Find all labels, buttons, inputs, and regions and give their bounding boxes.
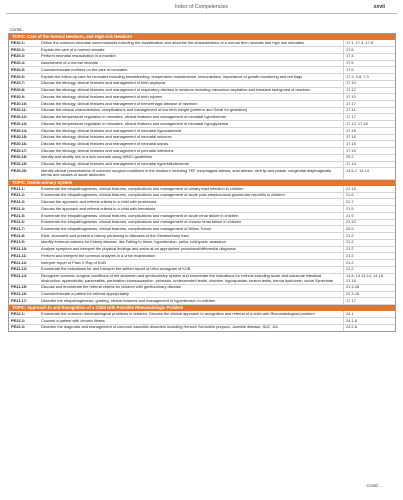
competency-code: PE20.6: — [11, 73, 26, 79]
competency-code: PE20.17: — [11, 147, 28, 153]
competency-table — [8, 33, 396, 332]
competency-text: Identify and stratify risk in a sick neonate using IMNCI guidelines — [41, 154, 153, 160]
competency-text: Counsel/educate a patient for referral appropriately — [41, 291, 129, 297]
competency-code: PE20.20: — [11, 167, 28, 173]
competency-code: PE21.13: — [11, 266, 28, 272]
competency-code: PE21.12: — [11, 259, 28, 265]
competency-ref: 17.5 — [343, 61, 395, 67]
competency-ref: 21.2 — [343, 233, 395, 239]
competency-code: PE20.3: — [11, 53, 26, 59]
competency-code: PE21.16: — [11, 291, 28, 297]
competency-ref: 20.5 — [343, 226, 395, 232]
competency-code: PE20.5: — [11, 66, 26, 72]
competency-text: Enumerate the etiopathogenesis, clinical features, complications and management of acute renal failure in children — [41, 212, 239, 218]
competency-text: Discuss and enumerate the referral criteria for children with genitourinary disorder — [41, 284, 182, 290]
competency-ref: 17.6 — [343, 67, 395, 73]
competency-text: Discuss the etiology, clinical features and management of hemorrhagic disease of newborn — [41, 100, 198, 106]
table-row — [9, 298, 395, 305]
competency-text: Describe the diagnosis and management of common vasculitic disorders including Henoch Schonlein purpura, Juvenile disease, SLE, JIA — [41, 324, 278, 330]
competency-code: PE20.2: — [11, 46, 26, 52]
competency-code: PE21.6: — [11, 219, 26, 225]
competency-ref: 17.12, 17.18 — [343, 121, 395, 127]
competency-ref: 17.16 — [343, 135, 395, 141]
competency-ref: 21.5 — [343, 206, 395, 212]
competency-ref: 21.2 — [343, 253, 395, 259]
competency-text: Recognize common surgical conditions of the abdomen and genitourinary system and enumerate the indications for referral including acute and subacute intestinal obstruction, appendicitis, pancreatitis, perforation intussusception, phimosis, undescended testis, chordee, hypospadias, torsion testis, hernia hydrocele, vulval Synechiae — [41, 273, 334, 283]
competency-code: PE21.15: — [11, 284, 28, 290]
competency-code: PE20.11: — [11, 107, 28, 113]
competency-code: PE21.1: — [11, 185, 26, 191]
competency-ref: 17.17 — [343, 298, 395, 304]
competency-code: PE21.4: — [11, 205, 26, 211]
competency-code: PE20.7: — [11, 80, 26, 86]
competency-code: PE20.1: — [11, 39, 26, 45]
table-row — [9, 121, 395, 128]
competency-ref: 21.3-18 — [343, 285, 395, 291]
competency-text: Interpret report of Plain X Ray of KUB — [41, 259, 106, 265]
competency-code: PE20.14: — [11, 127, 28, 133]
competency-text: Define the common neonatal nomenclatures including the classification and describe the characteristics of a normal term neonate and high risk neonates — [41, 39, 304, 45]
competency-code: PE20.12: — [11, 114, 28, 120]
competency-ref: 21.7 — [343, 199, 395, 205]
competency-ref: 17.3, 9.8, 7.3 — [343, 74, 395, 80]
competency-ref: 17.1, 17.3, 17.8 — [343, 40, 395, 46]
competency-text: Counsel/educate mothers on the care of neonates — [41, 66, 128, 72]
competency-text: Discuss the etiology, clinical features and management of birth injuries — [41, 93, 163, 99]
competency-code: PE20.18: — [11, 154, 28, 160]
competency-code: PE21.11: — [11, 252, 28, 258]
table-row — [9, 94, 395, 101]
competency-ref: 17.12 — [343, 88, 395, 94]
competency-text: Discuss the approach and referral criteria to a child with hematuria — [41, 205, 156, 211]
competency-text: Elicit, document and present a history pertaining to diseases of the Genitourinary tract — [41, 232, 189, 238]
competency-code: PE21.9: — [11, 239, 26, 245]
competency-ref: 17.15 — [343, 141, 395, 147]
competency-code: PE21.5: — [11, 212, 26, 218]
table-row — [9, 168, 395, 179]
competency-text: Discuss the etiology, clinical features and management of respiratory distress in newborn including meconium aspiration and transient tachypnea of newborn — [41, 87, 311, 93]
competency-ref: 21.2 — [343, 240, 395, 246]
competency-text: Explain the follow-up care for neonates including breastfeeding, temperature maintenance, immunization, importance of growth monitoring and red flags — [41, 73, 303, 79]
competency-text: Counsel a patient with chronic illness — [41, 317, 105, 323]
competency-text: Enumerate the etiopathogenesis, clinical features, complications and management of Wilms Tumor — [41, 225, 212, 231]
competency-text: Enumerate the common rheumatological problems in children. Discuss the clinical approach to recognition and referral of a child with Rheumatological problem — [41, 310, 315, 316]
competency-ref: 17.15 — [343, 148, 395, 154]
table-row — [9, 206, 395, 213]
competency-ref: 17.4 — [343, 54, 395, 60]
competency-code: PE22.3: — [11, 324, 26, 330]
competency-text: Discuss the approach and referral criteria to a child with proteinuria — [41, 199, 157, 205]
competency-code: PE21.7: — [11, 225, 26, 231]
table-row — [9, 274, 395, 285]
competency-text: Describe the etiopathogenesis, grading, clinical features and management of hypertension in children — [41, 297, 216, 303]
competency-ref: 17.17 — [343, 101, 395, 107]
competency-text: Enumerate the etiopathogenesis, clinical features, complications and management of urinary tract infection in children — [41, 185, 244, 191]
competency-code: PE21.2: — [11, 192, 26, 198]
competency-ref: 21.2 — [343, 247, 395, 253]
competency-text: Discuss the etiology, clinical features and management of perinatal infections — [41, 147, 174, 153]
competency-code: PE22.2: — [11, 317, 26, 323]
topic-header: TOPIC: Care of the Normal Newborn, and High-risk Newborn — [9, 34, 395, 40]
header-divider — [6, 13, 397, 14]
competency-ref: 14.5-7, 14.13 — [343, 168, 395, 178]
continued-end-label: Contd... — [366, 483, 381, 488]
competency-ref: 24.1-6 — [343, 318, 395, 324]
page-title: Index of Competencies — [174, 4, 229, 10]
competency-text: Enumerate the etiopathogenesis, clinical features, complications and management of chronic renal failure in children — [41, 219, 242, 225]
competency-ref: 17.14 — [343, 162, 395, 168]
competency-text: Perform neonatal resuscitation in a manikin — [41, 53, 116, 59]
competency-ref: 24.1 — [343, 311, 395, 317]
competency-code: PE20.13: — [11, 120, 28, 126]
competency-text: Explain the care of a normal neonate — [41, 46, 105, 52]
competency-text: Perform and interpret the common analytes in a urine examination — [41, 252, 155, 258]
competency-ref: 17.11 — [343, 108, 395, 114]
competency-code: PE20.15: — [11, 134, 28, 140]
competency-ref: 17.10 — [343, 94, 395, 100]
competency-text: Enumerate the etiopathogenesis, clinical features, complications and management of acute post-streptococcal glomerular nephritis in children — [41, 192, 285, 198]
competency-code: PE22.1: — [11, 310, 26, 316]
competency-text: Analyse symptom and interpret the physical findings and arrive at an appropriate provisional/differential diagnosis — [41, 246, 236, 252]
competency-ref: 29.2 — [343, 155, 395, 161]
competency-code: PE21.8: — [11, 232, 26, 238]
competency-code: PE21.14: — [11, 273, 28, 279]
competency-code: PE21.10: — [11, 246, 28, 252]
competency-ref: 21.6 — [343, 193, 395, 199]
competency-code: PE20.10: — [11, 100, 28, 106]
competency-ref: 21.2 — [343, 260, 395, 266]
competency-ref: 24.2-6 — [343, 325, 395, 331]
competency-text: Discuss the etiology, clinical features and management of birth asphyxia — [41, 80, 166, 86]
competency-ref: 21.15 — [343, 186, 395, 192]
competency-code: PE20.19: — [11, 161, 28, 167]
competency-ref: 21.3-16 — [343, 292, 395, 298]
page-number: xxvii — [373, 4, 385, 10]
competency-text: Enumerate the indications for and Interpret the written report of Ultra sonogram of KUB — [41, 266, 191, 272]
competency-text: Discuss the temperature regulation in neonates, clinical features and management of neonatal hypothermia — [41, 114, 226, 120]
competency-ref: 21.2 — [343, 267, 395, 273]
competency-code: PE20.9: — [11, 93, 26, 99]
competency-ref: 17.17 — [343, 114, 395, 120]
competency-code: PE21.3: — [11, 199, 26, 205]
competency-ref: 17.10 — [343, 81, 395, 87]
competency-text: Discuss the etiology, clinical features and management of neonatal hypocalcemia — [41, 127, 181, 133]
topic-header: TOPIC: Approach to and Recognition of a Child with Possible Rheumatologic Problem — [9, 305, 395, 311]
page-header — [0, 0, 403, 16]
competency-text: Discuss the etiology, clinical features and management of neonatal seizures — [41, 134, 172, 140]
competency-ref: 21.10 — [343, 220, 395, 226]
competency-text: Assessment of a normal neonate — [41, 60, 98, 66]
competency-ref: 17.18 — [343, 128, 395, 134]
competency-text: Discuss the etiology, clinical features and management of neonatal hyperbilirubinemia — [41, 161, 189, 167]
competency-code: PE20.8: — [11, 87, 26, 93]
topic-header: TOPIC: Genito-urinary System — [9, 180, 395, 186]
competency-text: Discuss the temperature regulation in neonates, clinical features and management of neonatal hypoglycemia — [41, 120, 229, 126]
competency-code: PE20.16: — [11, 140, 28, 146]
competency-text: Discuss the clinical characteristics, complications and management of low birth weight (preterm and Small for gestation) — [41, 107, 248, 113]
competency-text: Identify clinical presentations of common surgical conditions in the newborn including TEF, esophageal atresia, anal atresia, cleft lip and palate, congenital diaphragmatic hernia and causes of acute abdomen — [41, 167, 332, 178]
competency-ref: 17.6 — [343, 47, 395, 53]
competency-code: PE20.4: — [11, 60, 26, 66]
continued-label: Contd... — [10, 27, 25, 32]
competency-ref: 21.9 — [343, 213, 395, 219]
competency-text: Identify external markers for Kidney disease, like Failing to thrive, hypertension, pallor, Ichthyosis, anasarca — [41, 239, 226, 245]
table-row — [9, 325, 395, 331]
competency-text: Discuss the etiology, clinical features and management of neonatal sepsis — [41, 140, 169, 146]
competency-ref: 14.8, 14.13-14, 14.18, 21.18 — [343, 274, 395, 284]
competency-code: PE21.17: — [11, 297, 28, 303]
